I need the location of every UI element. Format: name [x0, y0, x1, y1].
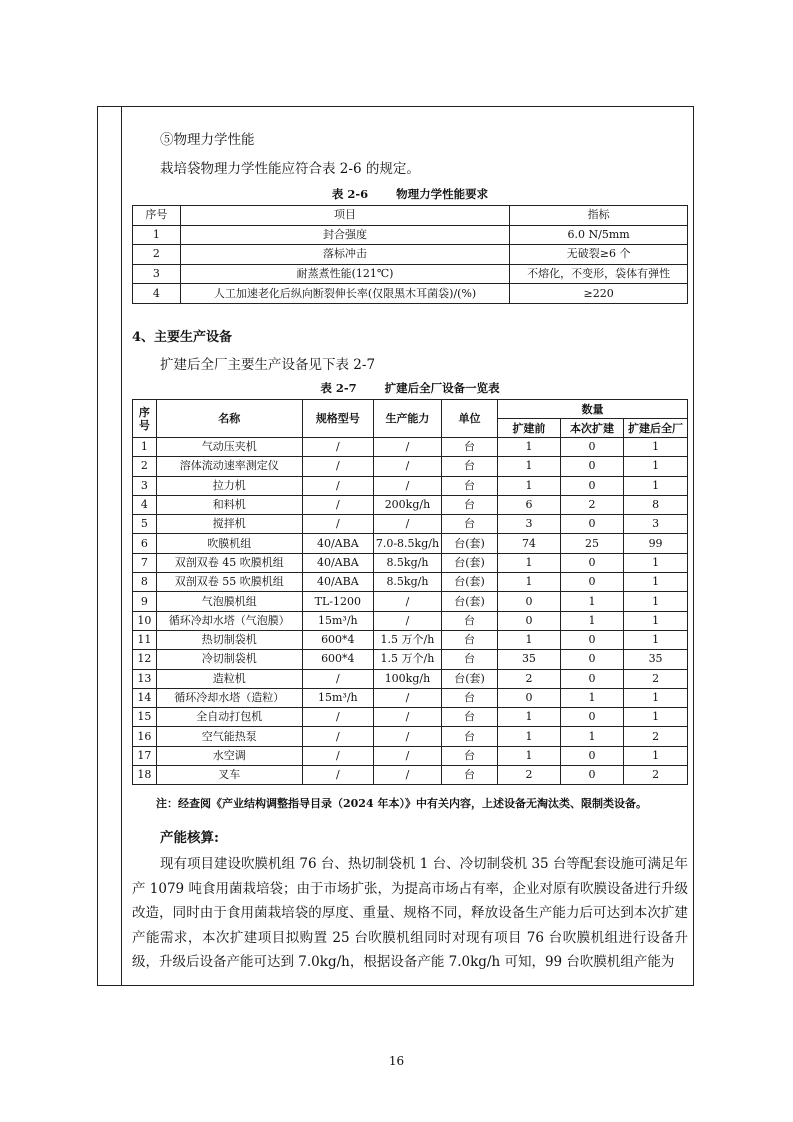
table-cell: 7 — [133, 553, 157, 572]
table-cell: 40/ABA — [302, 573, 373, 592]
table-header-row — [133, 206, 688, 226]
table-cell: 6 — [133, 534, 157, 553]
table-cell: 1 — [498, 708, 561, 727]
table-cell: / — [302, 669, 373, 688]
table-cell: / — [373, 746, 441, 765]
table-cell: / — [302, 438, 373, 457]
table-cell: 8.5kg/h — [373, 553, 441, 572]
table-cell: 0 — [560, 553, 623, 572]
table-cell: 气动压夹机 — [156, 438, 302, 457]
table-cell: 2 — [498, 766, 561, 785]
table-cell: / — [373, 515, 441, 534]
table-cell: 200kg/h — [373, 495, 441, 514]
table-cell: 台 — [442, 688, 498, 707]
header-spec: 规格型号 — [302, 400, 373, 438]
table-row — [133, 573, 688, 592]
table-cell: / — [373, 438, 441, 457]
table-cell: 人工加速老化后纵向断裂伸长率(仅限黑木耳菌袋)/(%) — [180, 284, 509, 304]
table-cell: 74 — [498, 534, 561, 553]
table-cell: 0 — [560, 650, 623, 669]
table-row — [133, 225, 688, 245]
table-row — [133, 669, 688, 688]
table-cell: 封合强度 — [180, 225, 509, 245]
table-cell: 1 — [133, 438, 157, 457]
table-cell: 600*4 — [302, 650, 373, 669]
table-cell: / — [373, 708, 441, 727]
table-cell: / — [373, 688, 441, 707]
capacity-title: 产能核算: — [160, 830, 219, 846]
table-cell: 8.5kg/h — [373, 573, 441, 592]
table-cell: 1 — [498, 746, 561, 765]
table-cell: 落标冲击 — [180, 245, 509, 265]
table-cell: 拉力机 — [156, 476, 302, 495]
table-cell: 2 — [560, 495, 623, 514]
table-cell: 3 — [624, 515, 688, 534]
table-cell: 台 — [442, 438, 498, 457]
table-2-6-number: 表 2-6 — [331, 187, 369, 201]
table-cell: 双剖双卷 55 吹膜机组 — [156, 573, 302, 592]
table-cell: 6.0 N/5mm — [510, 225, 688, 245]
table-cell: 搅拌机 — [156, 515, 302, 534]
table-cell: 0 — [560, 457, 623, 476]
header-unit: 单位 — [442, 400, 498, 438]
table-cell: 台(套) — [442, 669, 498, 688]
table-row — [133, 630, 688, 649]
table-cell: 40/ABA — [302, 534, 373, 553]
table-row — [133, 515, 688, 534]
table-row — [133, 611, 688, 630]
table-cell: / — [302, 495, 373, 514]
table-cell: 1 — [498, 727, 561, 746]
table-cell: 2 — [624, 669, 688, 688]
table-row — [133, 495, 688, 514]
table-cell: 台 — [442, 746, 498, 765]
table-cell: 3 — [133, 476, 157, 495]
table-cell: 1 — [498, 573, 561, 592]
table-cell: 4 — [133, 495, 157, 514]
table-row — [133, 592, 688, 611]
table-cell: 1 — [498, 630, 561, 649]
frame-divider — [121, 106, 122, 986]
table-cell: 35 — [498, 650, 561, 669]
table-cell: ≥220 — [510, 284, 688, 304]
table-cell: 12 — [133, 650, 157, 669]
table-cell: 台(套) — [442, 573, 498, 592]
table-cell: 空气能热泵 — [156, 727, 302, 746]
table-cell: 40/ABA — [302, 553, 373, 572]
table-cell: 全自动打包机 — [156, 708, 302, 727]
table-cell: 台 — [442, 515, 498, 534]
table-cell: 1 — [498, 553, 561, 572]
table-cell: 2 — [133, 245, 181, 265]
header-index: 指标 — [510, 206, 688, 226]
table-cell: / — [302, 727, 373, 746]
table-cell: 10 — [133, 611, 157, 630]
table-cell: 台 — [442, 495, 498, 514]
table-cell: 8 — [133, 573, 157, 592]
table-cell: 0 — [560, 630, 623, 649]
table-cell: / — [302, 746, 373, 765]
header-quantity: 数量 — [498, 400, 688, 419]
table-cell: 100kg/h — [373, 669, 441, 688]
table-cell: 台(套) — [442, 553, 498, 572]
table-cell: 无破裂≥6 个 — [510, 245, 688, 265]
table-cell: 台 — [442, 476, 498, 495]
table-cell: 1 — [624, 592, 688, 611]
table-cell: 1.5 万个/h — [373, 630, 441, 649]
table-row — [133, 727, 688, 746]
table-cell: 台 — [442, 457, 498, 476]
table-cell: 1 — [624, 476, 688, 495]
table-cell: 1 — [624, 573, 688, 592]
table-cell: / — [302, 708, 373, 727]
table-cell: 3 — [133, 264, 181, 284]
table-row — [133, 650, 688, 669]
table-row — [133, 746, 688, 765]
header-item: 项目 — [180, 206, 509, 226]
table-cell: 2 — [624, 727, 688, 746]
table-row — [133, 553, 688, 572]
table-row — [133, 708, 688, 727]
table-cell: / — [373, 592, 441, 611]
table-row — [133, 438, 688, 457]
table-cell: 15 — [133, 708, 157, 727]
table-2-6 — [132, 205, 688, 304]
table-cell: 15m³/h — [302, 611, 373, 630]
table-2-7-note: 注：经查阅《产业结构调整指导目录（2024 年本）》中有关内容，上述设备无淘汰类、限制类设备。 — [156, 797, 647, 810]
table-cell: / — [373, 766, 441, 785]
table-row — [133, 534, 688, 553]
table-cell: 1 — [560, 611, 623, 630]
table-cell: 35 — [624, 650, 688, 669]
table-2-6-title: 物理力学性能要求 — [396, 187, 489, 201]
table-cell: 水空调 — [156, 746, 302, 765]
table-2-7 — [132, 399, 688, 785]
table-cell: 和料机 — [156, 495, 302, 514]
table-cell: 0 — [560, 515, 623, 534]
table-cell: 台 — [442, 611, 498, 630]
capacity-text: 现有项目建设吹膜机组 76 台、热切制袋机 1 台、冷切制袋机 35 台等配套设施可满足年产 1079 吨食用菌栽培袋；由于市场扩张，为提高市场占有率，企业对原有吹膜设备进行升级改造，同时由于食用菌栽培袋的厚度、重量、规格不同，释放设备生产能力后可达到本次扩建产能需求，本次扩建项目拟购置 25 台吹膜机组同时对现有项目 76 台吹膜机组进行设备升级，升级后设备产能可达到 7.0kg/h，根据设备产能 7.0kg/h 可知，99 台吹膜机组产能为 — [132, 856, 688, 971]
header-name: 名称 — [156, 400, 302, 438]
table-cell: 热切制袋机 — [156, 630, 302, 649]
table-cell: 600*4 — [302, 630, 373, 649]
table-cell: / — [302, 766, 373, 785]
table-cell: 冷切制袋机 — [156, 650, 302, 669]
table-cell: 不熔化，不变形，袋体有弹性 — [510, 264, 688, 284]
table-cell: 16 — [133, 727, 157, 746]
table-2-7-caption — [132, 380, 688, 396]
table-cell: / — [302, 476, 373, 495]
table-cell: / — [373, 476, 441, 495]
table-cell: 1 — [624, 708, 688, 727]
table-cell: 台 — [442, 766, 498, 785]
table-cell: 0 — [560, 766, 623, 785]
table-cell: 17 — [133, 746, 157, 765]
table-row — [133, 284, 688, 304]
table-cell: 7.0-8.5kg/h — [373, 534, 441, 553]
table-cell: 叉车 — [156, 766, 302, 785]
table-cell: 2 — [624, 766, 688, 785]
table-cell: 循环冷却水塔（气泡膜） — [156, 611, 302, 630]
table-cell: 25 — [560, 534, 623, 553]
table-cell: 18 — [133, 766, 157, 785]
table-row — [133, 688, 688, 707]
table-cell: 2 — [498, 669, 561, 688]
table-row — [133, 766, 688, 785]
table-cell: 台 — [442, 650, 498, 669]
table-cell: 台 — [442, 630, 498, 649]
header-before: 扩建前 — [498, 419, 561, 438]
table-cell: 1 — [560, 592, 623, 611]
table-cell: 双剖双卷 45 吹膜机组 — [156, 553, 302, 572]
table-cell: 1 — [624, 746, 688, 765]
table-cell: 循环冷却水塔（造粒） — [156, 688, 302, 707]
table-cell: 1 — [498, 438, 561, 457]
table-cell: 1.5 万个/h — [373, 650, 441, 669]
table-cell: 0 — [560, 746, 623, 765]
table-cell: 造粒机 — [156, 669, 302, 688]
table-cell: / — [373, 457, 441, 476]
table-cell: 1 — [498, 457, 561, 476]
table-cell: 台 — [442, 708, 498, 727]
table-cell: 3 — [498, 515, 561, 534]
table-cell: 溶体流动速率测定仪 — [156, 457, 302, 476]
table-cell: 1 — [624, 630, 688, 649]
table-cell: 6 — [498, 495, 561, 514]
table-cell: 0 — [560, 476, 623, 495]
page-number: 16 — [388, 1054, 405, 1068]
table-cell: 9 — [133, 592, 157, 611]
section-5-intro: 栽培袋物理力学性能应符合表 2-6 的规定。 — [160, 161, 420, 177]
table-cell: TL-1200 — [302, 592, 373, 611]
table-cell: 台(套) — [442, 534, 498, 553]
table-cell: 2 — [133, 457, 157, 476]
table-cell: 99 — [624, 534, 688, 553]
table-cell: 0 — [498, 688, 561, 707]
table-cell: / — [302, 515, 373, 534]
table-cell: 0 — [560, 708, 623, 727]
table-cell: 1 — [624, 438, 688, 457]
table-cell: 台 — [442, 727, 498, 746]
table-cell: / — [373, 611, 441, 630]
table-cell: 13 — [133, 669, 157, 688]
header-capacity: 生产能力 — [373, 400, 441, 438]
table-row — [133, 457, 688, 476]
table-cell: 4 — [133, 284, 181, 304]
table-cell: 1 — [624, 553, 688, 572]
header-after: 扩建后全厂 — [624, 419, 688, 438]
table-cell: 台(套) — [442, 592, 498, 611]
table-2-6-caption — [132, 186, 688, 202]
header-seq: 序号 — [133, 206, 181, 226]
table-2-7-title: 扩建后全厂设备一览表 — [384, 381, 500, 395]
table-cell: 1 — [624, 457, 688, 476]
table-cell: / — [302, 457, 373, 476]
table-cell: 0 — [560, 438, 623, 457]
table-cell: 5 — [133, 515, 157, 534]
table-cell: 0 — [498, 611, 561, 630]
section-5-heading: ⑤物理力学性能 — [160, 132, 255, 148]
header-this: 本次扩建 — [560, 419, 623, 438]
table-cell: / — [373, 727, 441, 746]
table-cell: 14 — [133, 688, 157, 707]
table-row — [133, 245, 688, 265]
section-4-title: 4、主要生产设备 — [132, 330, 233, 345]
section-4-intro: 扩建后全厂主要生产设备见下表 2-7 — [160, 357, 376, 373]
table-cell: 1 — [560, 727, 623, 746]
table-cell: 0 — [560, 573, 623, 592]
table-cell: 11 — [133, 630, 157, 649]
table-cell: 吹膜机组 — [156, 534, 302, 553]
table-cell: 气泡膜机组 — [156, 592, 302, 611]
header-seq: 序号 — [133, 400, 157, 438]
table-row — [133, 264, 688, 284]
table-cell: 1 — [560, 688, 623, 707]
table-cell: 0 — [560, 669, 623, 688]
table-cell: 1 — [133, 225, 181, 245]
table-cell: 1 — [624, 611, 688, 630]
table-cell: 1 — [498, 476, 561, 495]
table-row — [133, 476, 688, 495]
table-cell: 15m³/h — [302, 688, 373, 707]
table-cell: 8 — [624, 495, 688, 514]
table-2-7-number: 表 2-7 — [320, 381, 357, 395]
table-cell: 0 — [498, 592, 561, 611]
table-cell: 耐蒸煮性能(121℃) — [180, 264, 509, 284]
table-header-row — [133, 400, 688, 419]
table-cell: 1 — [624, 688, 688, 707]
